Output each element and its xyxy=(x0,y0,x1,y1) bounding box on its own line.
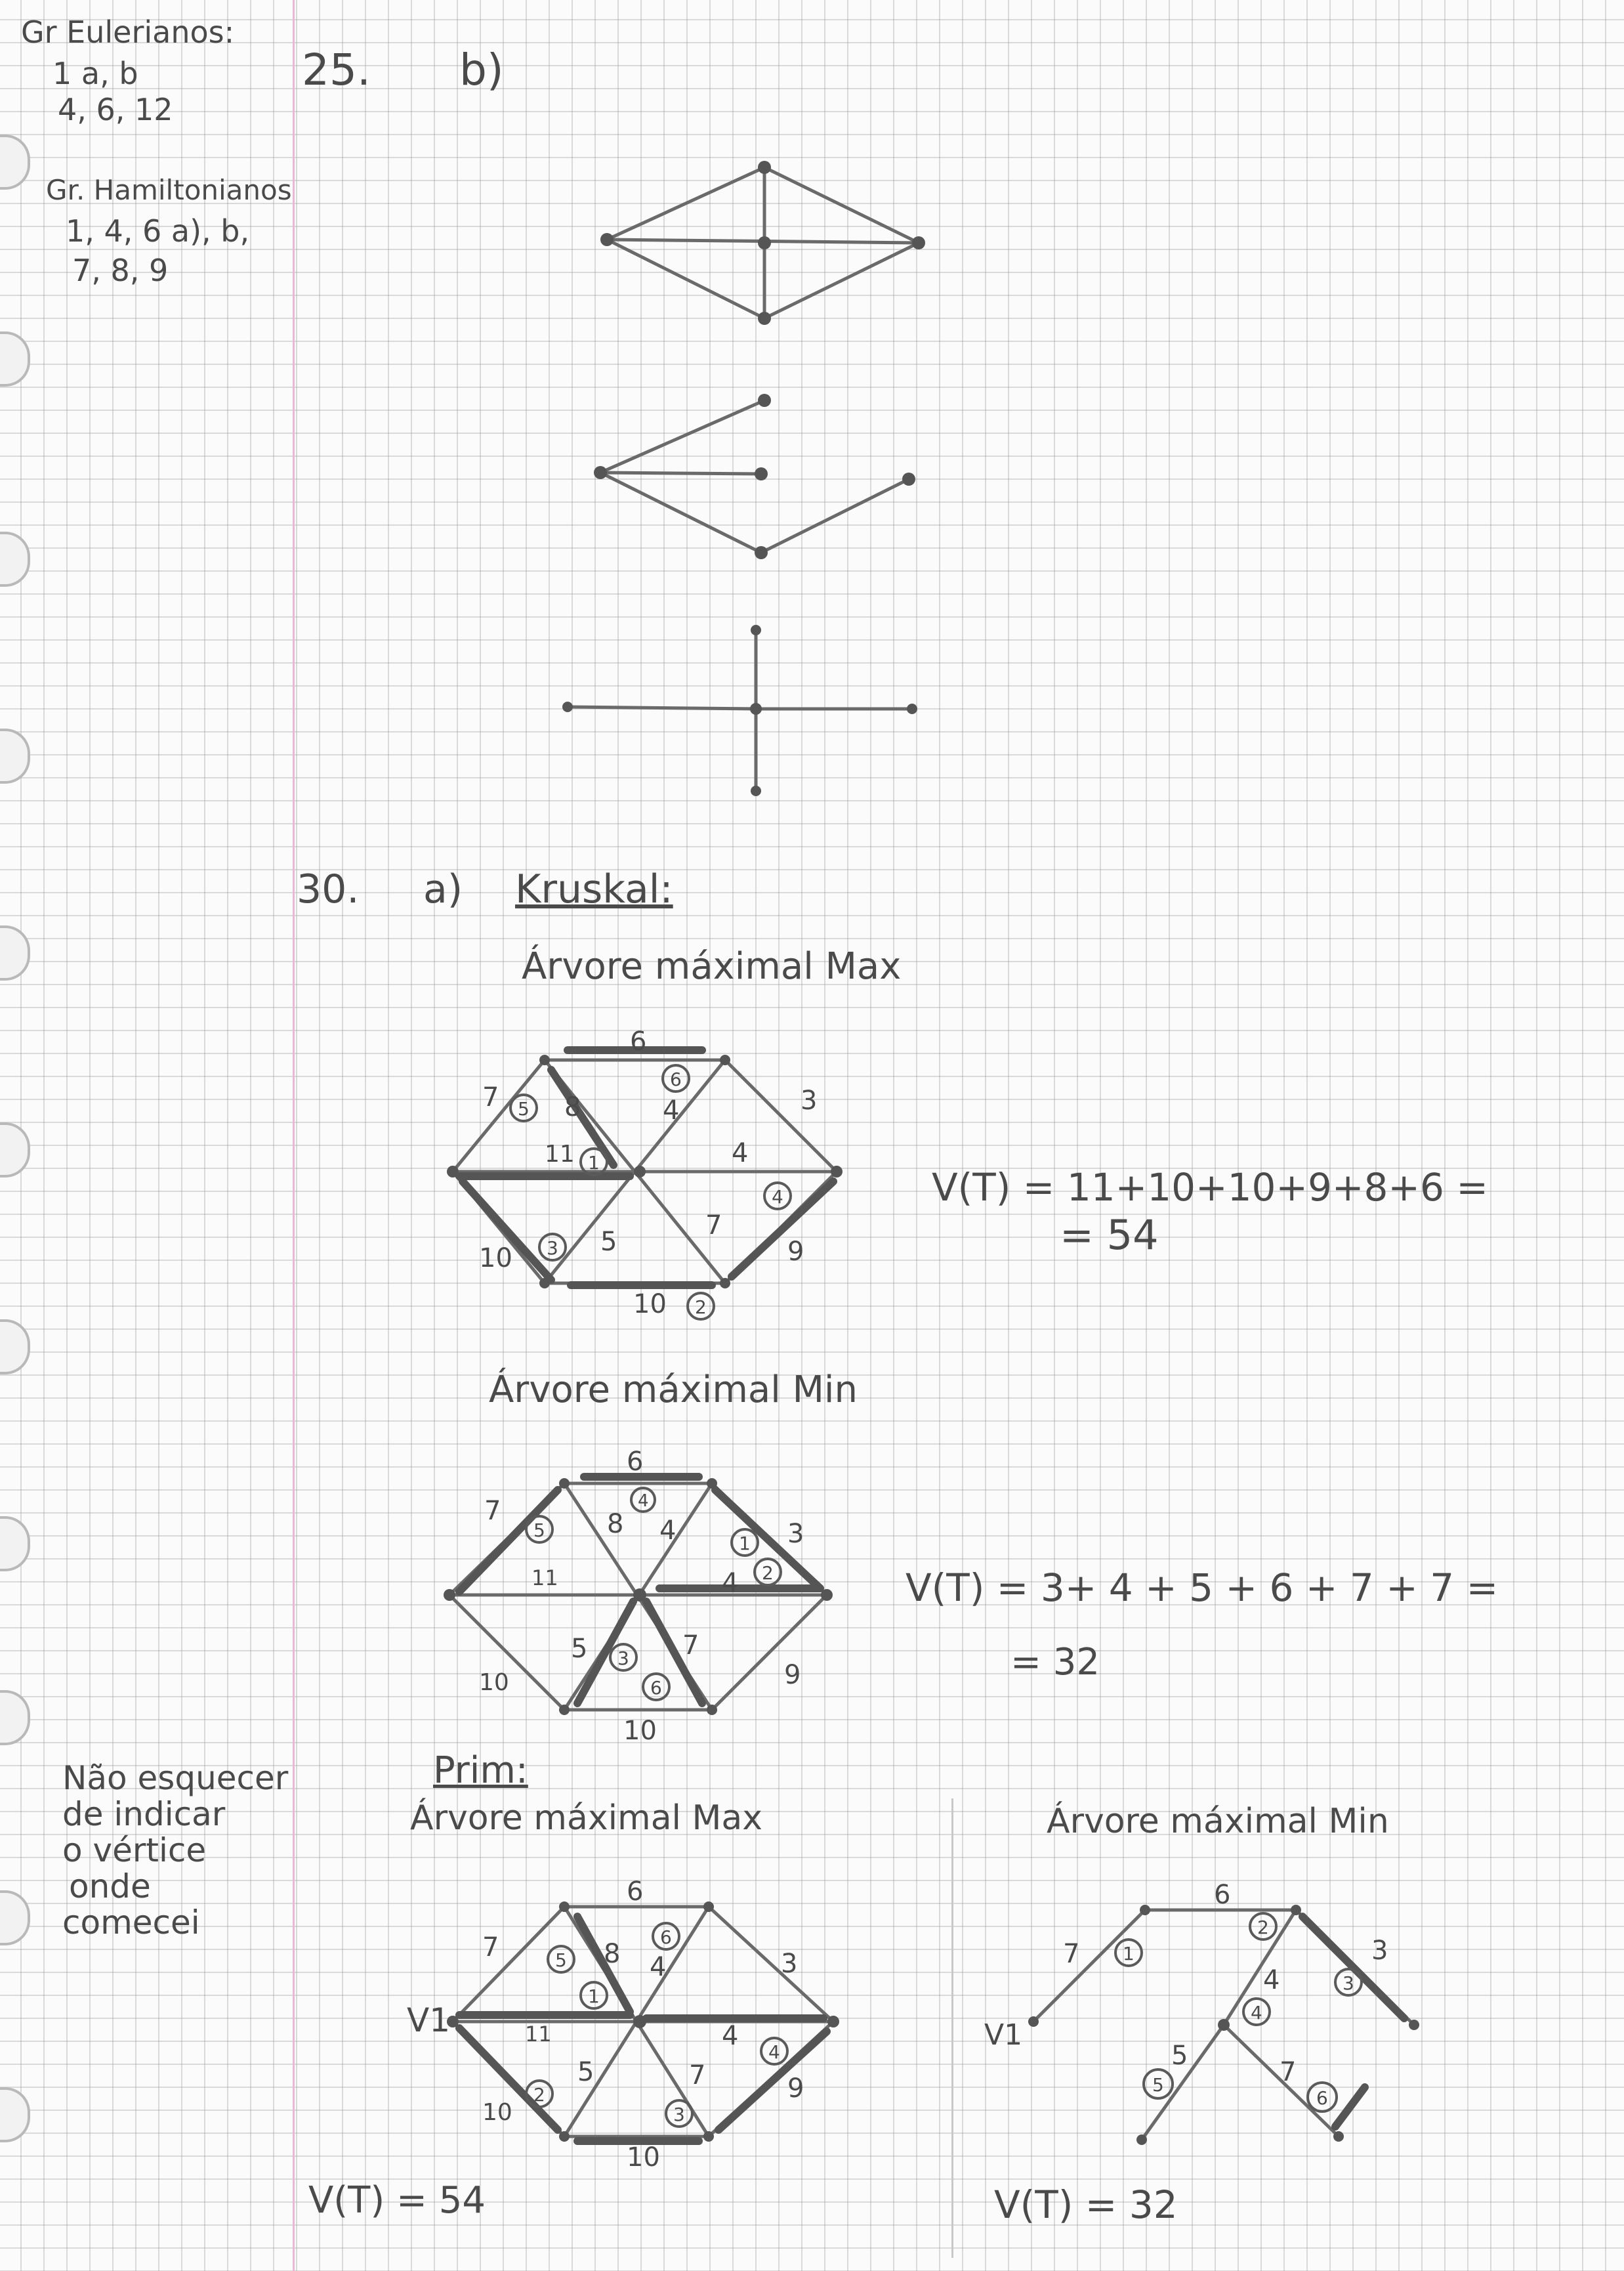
weight-label: 6 xyxy=(627,1877,644,1907)
weight-label: 4 xyxy=(659,1516,677,1546)
weight-label: 11 xyxy=(525,2022,552,2047)
weight-label: 4 xyxy=(732,1138,749,1168)
order-label: 2 xyxy=(1257,1917,1269,1938)
order-label: 1 xyxy=(1123,1943,1135,1964)
hamiltonian-title: Gr. Hamiltonianos xyxy=(46,174,292,206)
kruskal-min-caption: Árvore máximal Min xyxy=(489,1369,858,1411)
weight-label: 10 xyxy=(482,2099,512,2126)
reminder-line-1: Não esquecer xyxy=(62,1759,289,1797)
weight-label: 6 xyxy=(1214,1880,1231,1910)
exercise-30-part: a) xyxy=(423,866,463,912)
kruskal-min-graph xyxy=(444,1447,833,1746)
weight-label: 9 xyxy=(787,1237,804,1267)
order-label: 5 xyxy=(533,1519,545,1541)
weight-label: 10 xyxy=(627,2142,660,2173)
order-label: 2 xyxy=(533,2084,545,2106)
weight-label: 5 xyxy=(577,2057,594,2087)
order-label: 4 xyxy=(638,1491,649,1511)
weight-label: 4 xyxy=(722,1568,739,1598)
reminder-line-4: onde xyxy=(69,1867,151,1905)
start-vertex-label: V1 xyxy=(984,2018,1023,2052)
kruskal-max-graph xyxy=(447,1027,843,1319)
order-label: 6 xyxy=(660,1926,672,1948)
order-label: 2 xyxy=(762,1562,774,1584)
weight-label: 7 xyxy=(682,1630,699,1661)
order-label: 4 xyxy=(768,2041,780,2063)
kruskal-min-formula: V(T) = 3+ 4 + 5 + 6 + 7 + 7 = xyxy=(906,1565,1499,1610)
weight-label: 7 xyxy=(484,1496,501,1526)
prim-max-caption: Árvore máximal Max xyxy=(410,1798,763,1838)
hamiltonian-line-2: 7, 8, 9 xyxy=(72,253,169,288)
weight-label: 3 xyxy=(787,1519,804,1549)
start-vertex-label: V1 xyxy=(407,2001,451,2039)
weight-label: 8 xyxy=(564,1092,581,1122)
prim-max-result: V(T) = 54 xyxy=(308,2179,486,2222)
exercise-25-label: 25. xyxy=(302,45,371,95)
hamiltonian-line-1: 1, 4, 6 a), b, xyxy=(66,213,250,249)
weight-label: 7 xyxy=(482,1932,499,1963)
order-label: 3 xyxy=(617,1647,629,1669)
weight-label: 3 xyxy=(801,1086,818,1116)
order-label: 1 xyxy=(588,1985,600,2007)
exercise-30-label: 30. xyxy=(297,866,360,912)
ex25-graph-2 xyxy=(594,394,915,559)
prim-max-graph xyxy=(407,1877,839,2173)
weight-label: 8 xyxy=(607,1509,624,1539)
reminder-line-3: o vértice xyxy=(62,1831,207,1869)
kruskal-max-caption: Árvore máximal Max xyxy=(522,945,902,988)
weight-label: 10 xyxy=(623,1716,657,1746)
weight-label: 8 xyxy=(604,1939,621,1969)
weight-label: 4 xyxy=(650,1952,667,1982)
weight-label: 6 xyxy=(627,1447,644,1477)
order-label: 6 xyxy=(670,1069,682,1090)
eulerian-line-2: 4, 6, 12 xyxy=(58,92,173,127)
weight-label: 4 xyxy=(1263,1965,1280,1995)
weight-label: 11 xyxy=(545,1141,575,1168)
prim-title: Prim: xyxy=(433,1749,528,1792)
kruskal-max-formula: V(T) = 11+10+10+9+8+6 = xyxy=(932,1165,1488,1210)
prim-min-caption: Árvore máximal Min xyxy=(1047,1802,1389,1841)
reminder-line-5: comecei xyxy=(62,1903,200,1942)
weight-label: 5 xyxy=(571,1634,588,1664)
eulerian-line-1: 1 a, b xyxy=(52,56,138,91)
order-label: 3 xyxy=(547,1237,558,1259)
order-label: 5 xyxy=(518,1098,530,1120)
order-label: 1 xyxy=(588,1152,600,1174)
order-label: 2 xyxy=(695,1296,707,1318)
reminder-line-2: de indicar xyxy=(62,1795,226,1833)
ex25-graph-3 xyxy=(562,625,917,796)
order-label: 6 xyxy=(1316,2087,1328,2109)
weight-label: 3 xyxy=(781,1949,798,1979)
weight-label: 4 xyxy=(722,2021,739,2051)
weight-label: 7 xyxy=(1063,1939,1080,1969)
weight-label: 3 xyxy=(1371,1936,1388,1966)
order-label: 1 xyxy=(739,1533,751,1554)
weight-label: 4 xyxy=(663,1095,680,1126)
order-label: 5 xyxy=(555,1949,567,1971)
weight-label: 7 xyxy=(689,2060,706,2091)
order-label: 4 xyxy=(772,1186,783,1208)
weight-label: 7 xyxy=(1280,2057,1297,2087)
weight-label: 10 xyxy=(479,1243,512,1273)
eulerian-title: Gr Eulerianos: xyxy=(21,14,235,50)
weight-label: 11 xyxy=(531,1565,558,1590)
weight-label: 7 xyxy=(705,1210,722,1241)
weight-label: 6 xyxy=(630,1027,647,1057)
weight-label: 9 xyxy=(787,2073,804,2104)
weight-label: 5 xyxy=(600,1227,617,1257)
order-label: 3 xyxy=(1343,1972,1354,1994)
kruskal-min-result: = 32 xyxy=(1010,1641,1100,1684)
ex25-graph-1 xyxy=(600,161,925,325)
weight-label: 10 xyxy=(633,1289,667,1319)
weight-label: 10 xyxy=(479,1669,509,1696)
order-label: 5 xyxy=(1152,2074,1164,2096)
kruskal-title: Kruskal: xyxy=(515,866,673,912)
order-label: 6 xyxy=(650,1677,662,1699)
weight-label: 9 xyxy=(784,1660,801,1690)
weight-label: 5 xyxy=(1171,2041,1188,2071)
prim-min-result: V(T) = 32 xyxy=(994,2182,1178,2227)
order-label: 3 xyxy=(673,2104,685,2125)
order-label: 4 xyxy=(1251,2002,1262,2024)
kruskal-max-result: = 54 xyxy=(1060,1211,1159,1259)
exercise-25-part: b) xyxy=(459,45,504,95)
weight-label: 7 xyxy=(482,1082,499,1113)
prim-min-tree xyxy=(984,1880,1419,2145)
